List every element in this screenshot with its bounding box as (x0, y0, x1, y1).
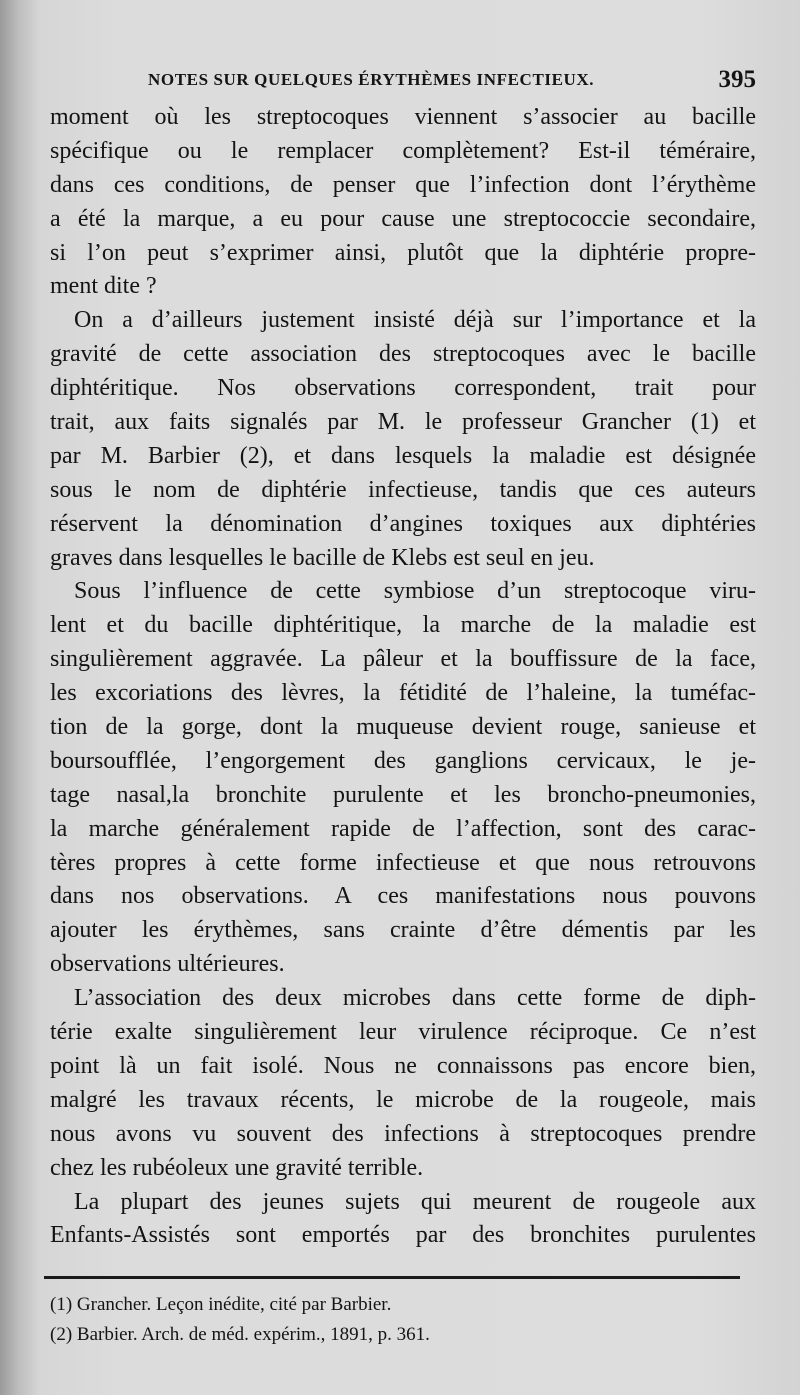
text-line: singulièrement aggravée. La pâleur et la bouffissure de la face, (50, 646, 756, 673)
text-line: a été la marque, a eu pour cause une streptococcie secondaire, (50, 205, 756, 232)
text-line: graves dans lesquelles le bacille de Klebs est seul en jeu. (50, 544, 595, 571)
text-line: spécifique ou le remplacer complètement? Est-il téméraire, (50, 137, 756, 164)
text-line: tères propres à cette forme infectieuse et que nous retrouvons (50, 849, 756, 876)
text-line: lent et du bacille diphtéritique, la marche de la maladie est (50, 612, 756, 639)
text-line: Enfants-Assistés sont emportés par des bronchites purulentes (50, 1222, 756, 1249)
text-line: observations ultérieures. (50, 951, 285, 978)
text-line: La plupart des jeunes sujets qui meurent de rougeole aux (74, 1188, 756, 1215)
running-head: NOTES SUR QUELQUES ÉRYTHÈMES INFECTIEUX. (148, 70, 595, 89)
text-line: nous avons vu souvent des infections à streptocoques prendre (50, 1120, 756, 1147)
text-line: térie exalte singulièrement leur virulence réciproque. Ce n’est (50, 1019, 756, 1046)
text-line: dans ces conditions, de penser que l’infection dont l’érythème (50, 171, 756, 198)
text-line: sous le nom de diphtérie infectieuse, tandis que ces auteurs (50, 476, 756, 503)
text-line: la marche généralement rapide de l’affection, sont des carac- (50, 815, 756, 842)
text-line: ajouter les érythèmes, sans crainte d’être démentis par les (50, 917, 756, 944)
text-line: dans nos observations. A ces manifestations nous pouvons (50, 883, 756, 910)
text-line: diphtéritique. Nos observations correspondent, trait pour (50, 375, 756, 402)
text-line: L’association des deux microbes dans cette forme de diph- (74, 985, 756, 1012)
body-text (50, 101, 756, 1253)
text-line: boursoufflée, l’engorgement des ganglions cervicaux, le je- (50, 747, 756, 774)
text-line: si l’on peut s’exprimer ainsi, plutôt que la diphtérie propre- (50, 239, 756, 266)
text-line: ment dite ? (50, 273, 157, 300)
text-line: trait, aux faits signalés par M. le professeur Grancher (1) et (50, 409, 756, 436)
text-line: par M. Barbier (2), et dans lesquels la maladie est désignée (50, 442, 756, 469)
page-header (148, 66, 756, 96)
text-line: point là un fait isolé. Nous ne connaissons pas encore bien, (50, 1052, 756, 1079)
footnote-divider (44, 1276, 740, 1279)
text-line: réservent la dénomination d’angines toxiques aux diphtéries (50, 510, 756, 537)
footnote-2: (2) Barbier. Arch. de méd. expérim., 1891, p. 361. (50, 1324, 430, 1345)
text-line: tage nasal,la bronchite purulente et les broncho-pneumonies, (50, 781, 756, 808)
text-line: On a d’ailleurs justement insisté déjà sur l’importance et la (74, 307, 756, 334)
text-line: tion de la gorge, dont la muqueuse devient rouge, sanieuse et (50, 714, 756, 741)
text-line: chez les rubéoleux une gravité terrible. (50, 1154, 424, 1181)
text-line: malgré les travaux récents, le microbe de la rougeole, mais (50, 1086, 756, 1113)
text-line: moment où les streptocoques viennent s’associer au bacille (50, 104, 756, 130)
page-number: 395 (718, 66, 756, 93)
text-line: gravité de cette association des streptocoques avec le bacille (50, 341, 756, 368)
footnote-1: (1) Grancher. Leçon inédite, cité par Barbier. (50, 1294, 392, 1315)
footnotes (50, 1290, 740, 1350)
text-line: Sous l’influence de cette symbiose d’un streptocoque viru- (74, 578, 756, 605)
text-line: les excoriations des lèvres, la fétidité de l’haleine, la tuméfac- (50, 680, 756, 707)
